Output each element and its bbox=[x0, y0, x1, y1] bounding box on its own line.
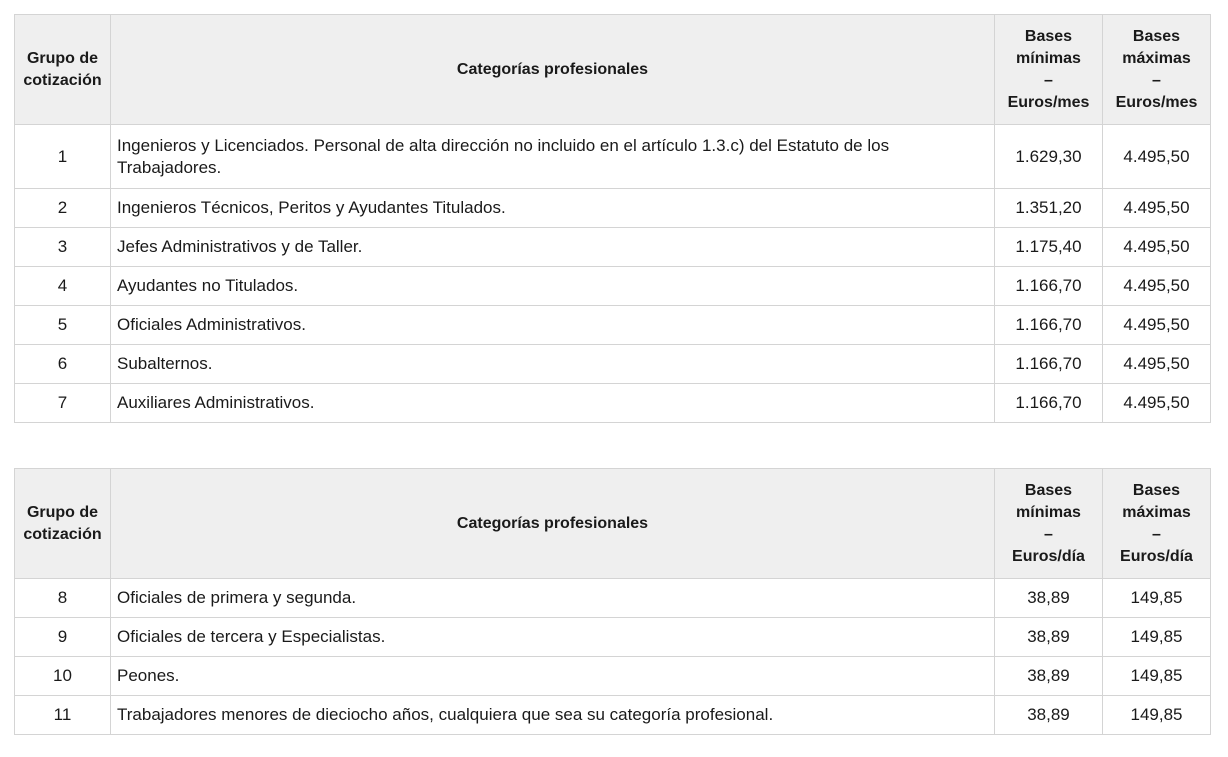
header-max-base: Bases máximas – Euros/día bbox=[1103, 469, 1211, 579]
header-min-base: Bases mínimas – Euros/día bbox=[995, 469, 1103, 579]
cell-category: Peones. bbox=[111, 657, 995, 696]
header-group: Grupo de cotización bbox=[15, 15, 111, 125]
cell-group: 11 bbox=[15, 696, 111, 735]
cell-min-base: 1.175,40 bbox=[995, 228, 1103, 267]
cell-category: Trabajadores menores de dieciocho años, cualquiera que sea su categoría profesional. bbox=[111, 696, 995, 735]
table-row bbox=[15, 345, 1211, 384]
contribution-bases-table-daily bbox=[14, 468, 1211, 735]
cell-min-base: 38,89 bbox=[995, 696, 1103, 735]
cell-max-base: 4.495,50 bbox=[1103, 384, 1211, 423]
table-row bbox=[15, 228, 1211, 267]
cell-max-base: 4.495,50 bbox=[1103, 189, 1211, 228]
cell-group: 4 bbox=[15, 267, 111, 306]
cell-group: 8 bbox=[15, 579, 111, 618]
cell-category: Subalternos. bbox=[111, 345, 995, 384]
cell-group: 9 bbox=[15, 618, 111, 657]
table-row bbox=[15, 189, 1211, 228]
cell-category: Oficiales de tercera y Especialistas. bbox=[111, 618, 995, 657]
cell-min-base: 38,89 bbox=[995, 579, 1103, 618]
cell-max-base: 149,85 bbox=[1103, 657, 1211, 696]
cell-min-base: 1.166,70 bbox=[995, 306, 1103, 345]
cell-category: Ayudantes no Titulados. bbox=[111, 267, 995, 306]
cell-category: Oficiales de primera y segunda. bbox=[111, 579, 995, 618]
contribution-bases-table-monthly bbox=[14, 14, 1211, 423]
header-category: Categorías profesionales bbox=[111, 15, 995, 125]
cell-group: 6 bbox=[15, 345, 111, 384]
table-row bbox=[15, 696, 1211, 735]
table-header-row bbox=[15, 15, 1211, 125]
cell-category: Auxiliares Administrativos. bbox=[111, 384, 995, 423]
table-row bbox=[15, 618, 1211, 657]
cell-max-base: 4.495,50 bbox=[1103, 306, 1211, 345]
cell-group: 2 bbox=[15, 189, 111, 228]
cell-min-base: 1.166,70 bbox=[995, 267, 1103, 306]
cell-max-base: 149,85 bbox=[1103, 696, 1211, 735]
cell-max-base: 4.495,50 bbox=[1103, 228, 1211, 267]
cell-min-base: 1.629,30 bbox=[995, 125, 1103, 189]
header-max-base: Bases máximas – Euros/mes bbox=[1103, 15, 1211, 125]
cell-group: 1 bbox=[15, 125, 111, 189]
cell-min-base: 1.166,70 bbox=[995, 345, 1103, 384]
cell-max-base: 4.495,50 bbox=[1103, 125, 1211, 189]
table-row bbox=[15, 125, 1211, 189]
cell-min-base: 38,89 bbox=[995, 618, 1103, 657]
table-row bbox=[15, 306, 1211, 345]
table-row bbox=[15, 384, 1211, 423]
table-row bbox=[15, 579, 1211, 618]
cell-group: 5 bbox=[15, 306, 111, 345]
table-row bbox=[15, 267, 1211, 306]
cell-category: Ingenieros Técnicos, Peritos y Ayudantes Titulados. bbox=[111, 189, 995, 228]
table-row bbox=[15, 657, 1211, 696]
cell-max-base: 4.495,50 bbox=[1103, 267, 1211, 306]
cell-min-base: 38,89 bbox=[995, 657, 1103, 696]
cell-max-base: 149,85 bbox=[1103, 579, 1211, 618]
cell-category: Jefes Administrativos y de Taller. bbox=[111, 228, 995, 267]
header-category: Categorías profesionales bbox=[111, 469, 995, 579]
cell-max-base: 149,85 bbox=[1103, 618, 1211, 657]
cell-group: 10 bbox=[15, 657, 111, 696]
cell-min-base: 1.166,70 bbox=[995, 384, 1103, 423]
cell-group: 3 bbox=[15, 228, 111, 267]
cell-max-base: 4.495,50 bbox=[1103, 345, 1211, 384]
cell-group: 7 bbox=[15, 384, 111, 423]
header-group: Grupo de cotización bbox=[15, 469, 111, 579]
header-min-base: Bases mínimas – Euros/mes bbox=[995, 15, 1103, 125]
cell-category: Oficiales Administrativos. bbox=[111, 306, 995, 345]
table-header-row bbox=[15, 469, 1211, 579]
cell-category: Ingenieros y Licenciados. Personal de alta dirección no incluido en el artículo 1.3.c) del Estatuto de los Trabajadores. bbox=[111, 125, 995, 189]
cell-min-base: 1.351,20 bbox=[995, 189, 1103, 228]
